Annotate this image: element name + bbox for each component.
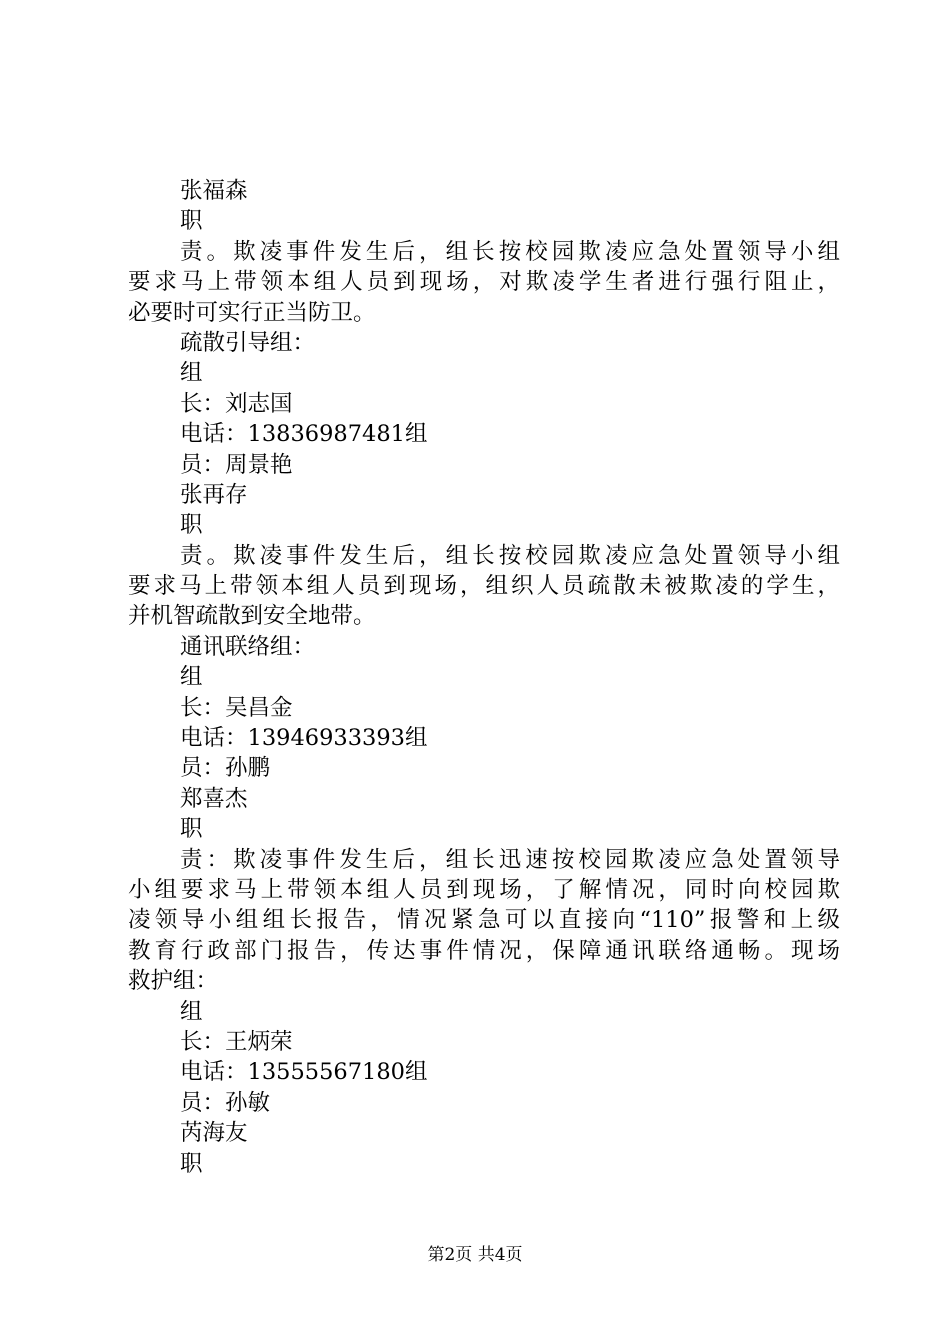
text-line: 职 <box>180 512 203 539</box>
text-line: 员：孙鹏 <box>180 755 271 782</box>
text-line: 职 <box>180 208 203 235</box>
text-line: 疏散引导组： <box>180 329 316 356</box>
text-line: 组 <box>180 360 203 387</box>
text-line: 张再存 <box>180 481 248 508</box>
text-line: 责：欺凌事件发生后，组长迅速按校园欺凌应急处置领导 <box>180 846 840 873</box>
text-line: 救护组： <box>128 968 219 995</box>
page-footer: 第2页 共4页 <box>427 1245 523 1265</box>
text-line: 小组要求马上带领本组人员到现场，了解情况，同时向校园欺 <box>128 876 840 903</box>
text-line: 教育行政部门报告，传达事件情况，保障通讯联络通畅。现场 <box>128 937 840 964</box>
text-line: 职 <box>180 1150 203 1177</box>
text-line: 电话：13555567180组 <box>180 1059 428 1086</box>
text-line: 郑喜杰 <box>180 785 248 812</box>
document-body <box>128 176 840 1179</box>
text-line: 电话：13836987481组 <box>180 421 428 448</box>
text-line: 必要时可实行正当防卫。 <box>128 299 376 326</box>
text-line: 要求马上带领本组人员到现场，对欺凌学生者进行强行阻止， <box>128 269 840 296</box>
text-line: 芮海友 <box>180 1120 248 1147</box>
text-line: 责。欺凌事件发生后，组长按校园欺凌应急处置领导小组 <box>180 542 840 569</box>
text-line: 组 <box>180 998 203 1025</box>
text-line: 要求马上带领本组人员到现场，组织人员疏散未被欺凌的学生， <box>128 573 840 600</box>
text-line: 长：王炳荣 <box>180 1028 293 1055</box>
text-line: 通讯联络组： <box>180 633 316 660</box>
text-line: 员：孙敏 <box>180 1089 271 1116</box>
text-line: 电话：13946933393组 <box>180 725 428 752</box>
text-line: 组 <box>180 664 203 691</box>
text-line: 凌领导小组组长报告，情况紧急可以直接向“110”报警和上级 <box>128 907 840 934</box>
text-line: 长：吴昌金 <box>180 694 293 721</box>
text-line: 员：周景艳 <box>180 451 293 478</box>
text-line: 长：刘志国 <box>180 390 293 417</box>
text-line: 张福森 <box>180 178 248 204</box>
text-line: 并机智疏散到安全地带。 <box>128 603 376 630</box>
text-line: 责。欺凌事件发生后，组长按校园欺凌应急处置领导小组 <box>180 238 840 265</box>
text-line: 职 <box>180 816 203 843</box>
